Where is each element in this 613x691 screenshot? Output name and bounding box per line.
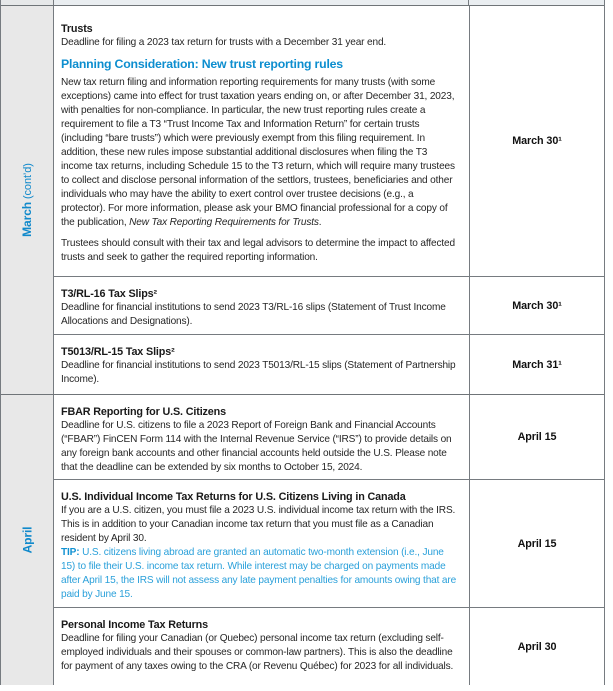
fbar-heading: FBAR Reporting for U.S. Citizens bbox=[61, 406, 226, 418]
trust-rules-paragraph bbox=[61, 76, 459, 230]
trusts-content bbox=[54, 6, 469, 276]
trust-rules-period: . bbox=[318, 217, 322, 228]
section-march-contd bbox=[1, 6, 604, 394]
tip-paragraph bbox=[61, 546, 459, 602]
row-t5013-rl15-slips bbox=[54, 334, 604, 394]
personal-tax-content bbox=[54, 608, 469, 685]
fbar-content bbox=[54, 395, 469, 479]
date-text: March 30¹ bbox=[512, 299, 562, 312]
fbar-body: Deadline for U.S. citizens to file a 2023 Report of Foreign Bank and Financial Accounts (“FBAR”) FinCEN Form 114 with the Internal Revenue Service (“IRS”) to provide details on any foreign bank accounts and other financial accounts held outside the U.S. Please note that the deadline can be extended by six months to October 15, 2024. bbox=[61, 420, 452, 473]
deadline-date bbox=[469, 480, 604, 607]
trusts-body: Deadline for filing a 2023 tax return for trusts with a December 31 year end. bbox=[61, 37, 387, 48]
us-returns-content bbox=[54, 480, 469, 607]
trustees-advice-paragraph: Trustees should consult with their tax and legal advisors to determine the impact to affected trusts and seek to gather the required reporting information. bbox=[61, 238, 455, 263]
row-fbar-reporting bbox=[54, 395, 604, 479]
month-label-april bbox=[20, 527, 34, 554]
publication-title: New Tax Reporting Requirements for Trusts bbox=[129, 217, 319, 228]
t3-content bbox=[54, 277, 469, 334]
deadline-date bbox=[469, 6, 604, 276]
april-rows bbox=[54, 395, 604, 685]
t5013-heading: T5013/RL-15 Tax Slips² bbox=[61, 346, 175, 358]
t5013-body: Deadline for financial institutions to send 2023 T5013/RL-15 slips (Statement of Partnership Income). bbox=[61, 360, 456, 385]
row-us-individual-returns bbox=[54, 479, 604, 607]
month-column-april bbox=[1, 395, 54, 685]
date-text: April 30 bbox=[517, 640, 557, 653]
month-name: March bbox=[20, 201, 35, 237]
trusts-heading: Trusts bbox=[61, 23, 93, 35]
personal-tax-body: Deadline for filing your Canadian (or Quebec) personal income tax return (excluding self-employed individuals and their spouses or common-law partners). This is also the deadline for payment of any taxes owing to the CRA (or Revenu Québec) for 2023 for all individuals. bbox=[61, 633, 454, 672]
deadline-date bbox=[469, 277, 604, 334]
us-returns-body: If you are a U.S. citizen, you must file a 2023 U.S. individual income tax return with the IRS. This is in addition to your Canadian income tax return that you must file as a Canadian resident by April 30. bbox=[61, 505, 456, 544]
personal-tax-heading: Personal Income Tax Returns bbox=[61, 619, 208, 631]
month-column-march bbox=[1, 6, 54, 394]
trust-rules-text: New tax return filing and information reporting requirements for many trusts (with some exceptions) came into effect for trust taxation years ending on, or after December 31, 2023, with penalties for non-compliance. In particular, the new trust reporting rules create a requirement to file a T3 “Trust Income Tax and Information Return” for certain trusts (including “bare trusts”) which were previously exempt from this filing requirement. In addition, these new rules impose substantial additional disclosures when filing the T3 income tax returns, including Schedule 15 to the T3 return, which will require many trustees to collect and disclose personal information of the settlors, trustees, beneficiaries and other individuals who may have the ability to exert control over trustee decisions (e.g., a protector). For more information, please ask your BMO financial professional for a copy of the publication, bbox=[61, 77, 455, 228]
month-name: April bbox=[20, 526, 34, 554]
sliver-month-cell bbox=[1, 0, 54, 5]
sliver-content-cell bbox=[54, 0, 469, 5]
march-rows bbox=[54, 6, 604, 394]
tip-label: TIP: bbox=[61, 547, 80, 558]
t3-body: Deadline for financial institutions to send 2023 T3/RL-16 slips (Statement of Trust Income Allocations and Designations). bbox=[61, 302, 446, 327]
t5013-content bbox=[54, 335, 469, 394]
date-text: April 15 bbox=[517, 537, 557, 550]
planning-consideration-heading: Planning Consideration: New trust reporting rules bbox=[61, 57, 343, 71]
row-trusts bbox=[54, 6, 604, 276]
tip-text: U.S. citizens living abroad are granted an automatic two-month extension (i.e., June 15) to file their U.S. income tax return. While interest may be charged on payments made after April 15, the IRS will not assess any late payment penalties for amounts owing that are paid by June 15. bbox=[61, 547, 457, 600]
date-text: March 30¹ bbox=[512, 135, 562, 147]
deadline-date bbox=[469, 608, 604, 685]
t3-heading: T3/RL-16 Tax Slips² bbox=[61, 288, 157, 300]
date-text: March 31¹ bbox=[512, 358, 562, 371]
deadline-date bbox=[469, 395, 604, 479]
date-text: April 15 bbox=[517, 431, 557, 443]
month-suffix: (cont’d) bbox=[22, 163, 35, 202]
sliver-date-cell bbox=[469, 0, 604, 5]
row-t3-rl16-slips bbox=[54, 276, 604, 334]
month-label-march bbox=[20, 163, 34, 237]
us-returns-heading: U.S. Individual Income Tax Returns for U.S. Citizens Living in Canada bbox=[61, 491, 406, 503]
deadline-date bbox=[469, 335, 604, 394]
section-april bbox=[1, 394, 604, 685]
row-personal-income-tax bbox=[54, 607, 604, 685]
